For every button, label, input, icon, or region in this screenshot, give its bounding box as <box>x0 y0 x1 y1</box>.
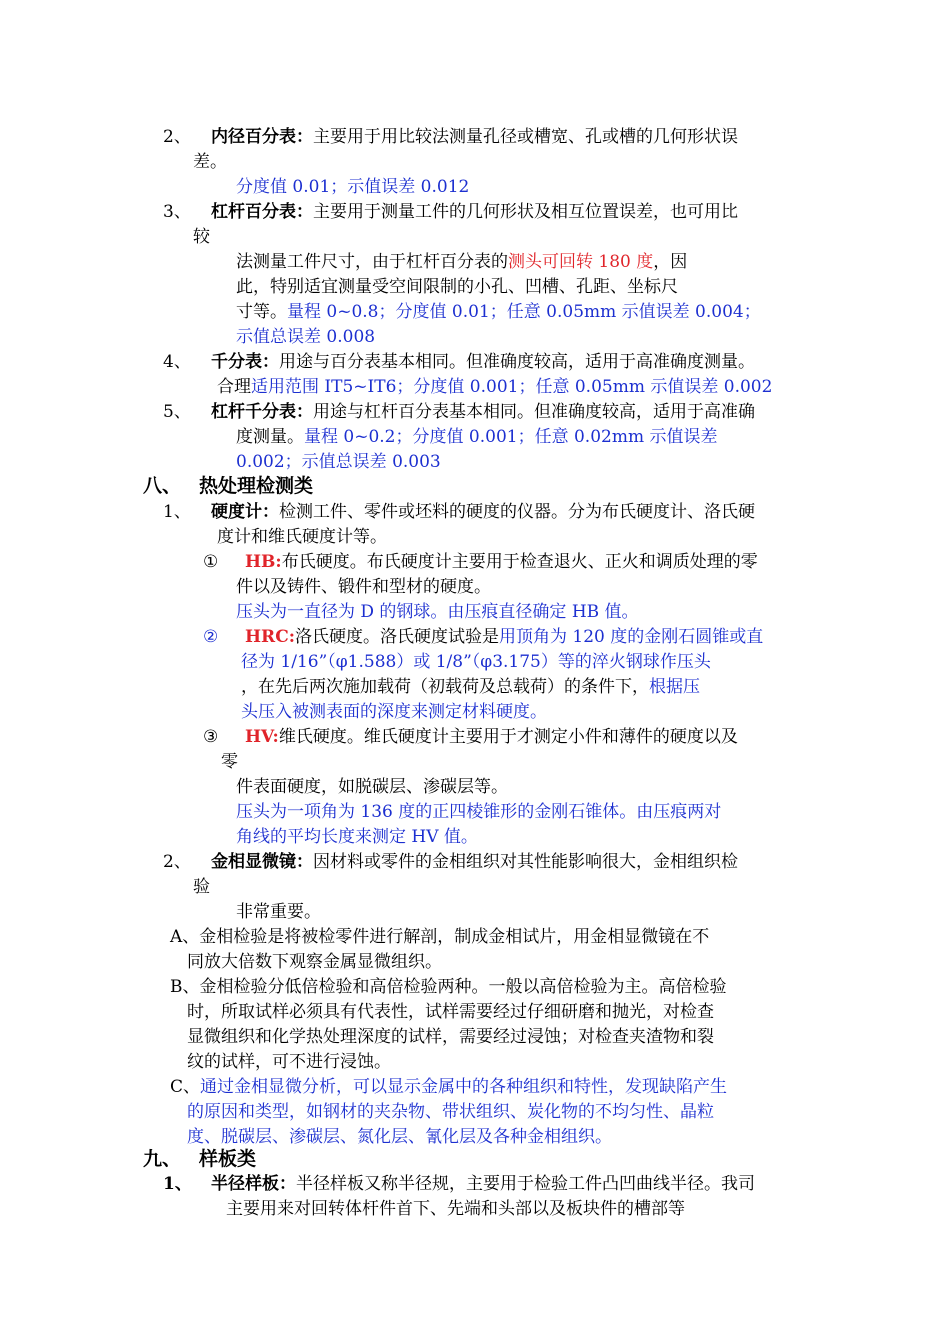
item-title: 硬度计： <box>211 502 279 522</box>
spec-line: 的原因和类型，如钢材的夹杂物、带状组织、炭化物的不均匀性、晶粒 <box>187 1102 714 1122</box>
item-inner-bore-dial: 2、 内径百分表：主要用于用比较法测量孔径或槽宽、孔或槽的几何形状误 <box>163 127 738 147</box>
text-line: 件以及铸件、锻件和型材的硬度。 <box>236 577 491 597</box>
circled-number: ① <box>203 552 219 572</box>
item-radius-gauge: 1、 半径样板：半径样板又称半径规，主要用于检验工件凸凹曲线半径。我司 <box>163 1174 755 1194</box>
spec-line: 分度值 0.01；示值误差 0.012 <box>236 177 470 197</box>
item-title: 金相显微镜： <box>211 852 313 872</box>
item-title: 杠杆千分表： <box>211 402 313 422</box>
spec-text: 量程 0~0.2；分度值 0.001；任意 0.02mm 示值误差 <box>304 427 718 447</box>
text-line: 较 <box>193 227 210 247</box>
circled-number: ② <box>203 627 219 647</box>
spec-line: 0.002；示值总误差 0.003 <box>236 452 441 472</box>
text-line: 合理适用范围 IT5~IT6；分度值 0.001；任意 0.05mm 示值误差 0.002 <box>217 377 773 397</box>
spec-line: 示值总误差 0.008 <box>236 327 376 347</box>
text-line: 寸等。量程 0~0.8；分度值 0.01；任意 0.05mm 示值误差 0.004； <box>236 302 761 322</box>
text-line: 此，特别适宜测量受空间限制的小孔、凹槽、孔距、坐标尺 <box>236 277 678 297</box>
item-hardness-tester: 1、 硬度计：检测工件、零件或坯料的硬度的仪器。分为布氏硬度计、洛氏硬 <box>163 502 755 522</box>
text-line: 零 <box>221 752 238 772</box>
paragraph-b: B、金相检验分低倍检验和高倍检验两种。一般以高倍检验为主。高倍检验 <box>170 977 727 997</box>
text-line: 度计和维氏硬度计等。 <box>217 527 387 547</box>
spec-line: 径为 1/16”（φ1.588）或 1/8”（φ3.175）等的淬火钢球作压头 <box>241 652 711 672</box>
item-micrometer: 4、 千分表：用途与百分表基本相同。但准确度较高，适用于高准确度测量。 <box>163 352 755 372</box>
text-line: 主要用来对回转体杆件首下、先端和头部以及板块件的槽部等 <box>226 1199 685 1219</box>
text-line: 非常重要。 <box>236 902 321 922</box>
text-line: 同放大倍数下观察金属显微组织。 <box>187 952 442 972</box>
item-lever-dial: 3、 杠杆百分表：主要用于测量工件的几何形状及相互位置误差，也可用比 <box>163 202 738 222</box>
item-metallographic-microscope: 2、 金相显微镜：因材料或零件的金相组织对其性能影响很大，金相组织检 <box>163 852 738 872</box>
hardness-label: HV: <box>245 727 279 747</box>
section-heading-8: 八、 热处理检测类 <box>143 475 314 497</box>
text-line: 法测量工件尺寸，由于杠杆百分表的测头可回转 180 度，因 <box>236 252 688 272</box>
spec-line: 压头为一项角为 136 度的正四棱锥形的金刚石锥体。由压痕两对 <box>236 802 722 822</box>
text-line: 差。 <box>193 152 227 172</box>
item-lever-micrometer: 5、 杠杆千分表：用途与杠杆百分表基本相同。但准确度较高，适用于高准确 <box>163 402 755 422</box>
hardness-label: HB: <box>245 552 282 572</box>
spec-line: 度、脱碳层、渗碳层、氮化层、氰化层及各种金相组织。 <box>187 1127 612 1147</box>
subitem-hb: ① HB:布氏硬度。布氏硬度计主要用于检查退火、正火和调质处理的零 <box>203 552 758 572</box>
section-heading-9: 九、 样板类 <box>143 1148 257 1170</box>
text-line: 纹的试样，可不进行浸蚀。 <box>187 1052 391 1072</box>
item-title: 杠杆百分表： <box>211 202 313 222</box>
paragraph-a: A、金相检验是将被检零件进行解剖，制成金相试片，用金相显微镜在不 <box>170 927 710 947</box>
text-line: 件表面硬度，如脱碳层、渗碳层等。 <box>236 777 508 797</box>
subitem-hv: ③ HV:维氏硬度。维氏硬度计主要用于才测定小件和薄件的硬度以及 <box>203 727 738 747</box>
text-line: 验 <box>193 877 210 897</box>
text-line: 时，所取试样必须具有代表性，试样需要经过仔细研磨和抛光，对检查 <box>187 1002 714 1022</box>
spec-line: 压头为一直径为 D 的钢球。由压痕直径确定 HB 值。 <box>236 602 639 622</box>
item-title: 半径样板： <box>211 1174 296 1194</box>
hardness-label: HRC: <box>245 627 295 647</box>
spec-text: 量程 0~0.8；分度值 0.01；任意 0.05mm 示值误差 0.004； <box>287 302 761 322</box>
text-line: 显微组织和化学热处理深度的试样，需要经过浸蚀；对检查夹渣物和裂 <box>187 1027 714 1047</box>
text-line: ，在先后两次施加载荷（初载荷及总载荷）的条件下，根据压 <box>241 677 700 697</box>
item-title: 千分表： <box>211 352 279 372</box>
highlight-text: 测头可回转 180 度 <box>508 252 654 272</box>
item-title: 内径百分表： <box>211 127 313 147</box>
circled-number: ③ <box>203 727 219 747</box>
spec-line: 角线的平均长度来测定 HV 值。 <box>236 827 478 847</box>
spec-text: 适用范围 IT5~IT6；分度值 0.001；任意 0.05mm 示值误差 0.002 <box>251 377 773 397</box>
subitem-hrc: ② HRC:洛氏硬度。洛氏硬度试验是用顶角为 120 度的金刚石圆锥或直 <box>203 627 764 647</box>
spec-line: 头压入被测表面的深度来测定材料硬度。 <box>241 702 547 722</box>
paragraph-c: C、通过金相显微分析，可以显示金属中的各种组织和特性，发现缺陷产生 <box>170 1077 728 1097</box>
text-line: 度测量。量程 0~0.2；分度值 0.001；任意 0.02mm 示值误差 <box>236 427 718 447</box>
